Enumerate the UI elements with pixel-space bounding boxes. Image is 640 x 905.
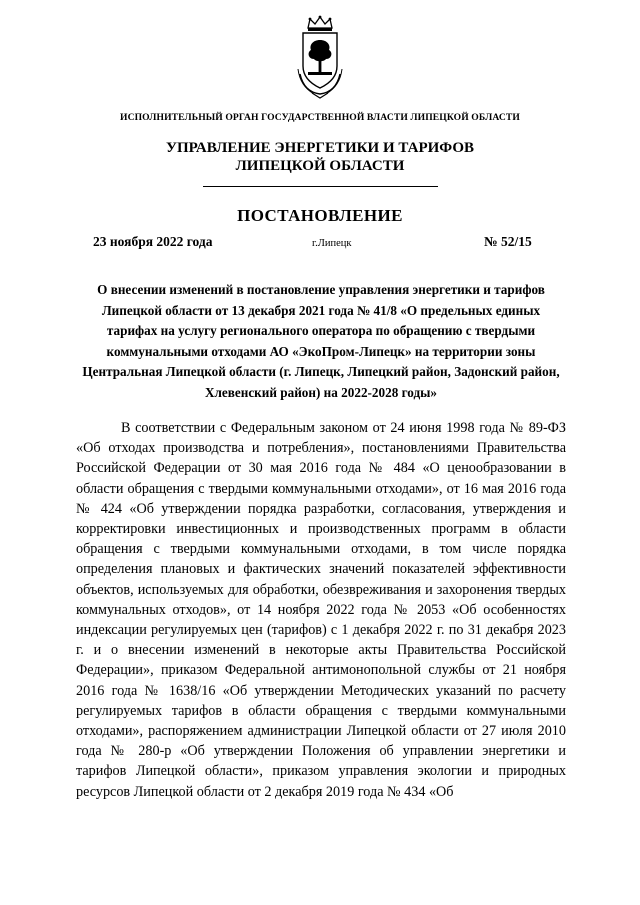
document-type: ПОСТАНОВЛЕНИЕ: [237, 206, 403, 225]
department-line-2: ЛИПЕЦКОЙ ОБЛАСТИ: [235, 158, 405, 174]
document-body: В соответствии с Федеральным законом от 24 июня 1998 года № 89-ФЗ «Об отходах производства и потребления», постановлениями Правительства Российской Федерации от 30 мая 2016 года № 484 «О ценообразовании в области обращения с твердыми коммунальными отходами», от 16 мая 2016 года № 424 «Об утверждении порядка разработки, согласования, утверждения и корректировки инвестиционных и производственных программ в области обращения с твердыми коммунальными отходами, в том числе порядка определения плановых и фактических значений показателей эффективности объектов, используемых для обработки, обезвреживания и захоронения твердых коммунальных отходов», от 14 ноября 2022 года № 2053 «Об особенностях индексации регулируемых цен (тарифов) с 1 декабря 2022 г. по 31 декабря 2023 г. и о внесении изменений в некоторые акты Правительства Российской Федерации», приказом Федеральной антимонопольной службы от 21 ноября 2016 года № 1638/16 «Об утверждении Методических указаний по расчету регулируемых тарифов в области обращения с твердыми коммунальными отходами», распоряжением администрации Липецкой области от 27 июля 2010 года № 280-р «Об утверждении Положения об управлении энергетики и тарифов Липецкой области», приказом управления экологии и природных ресурсов Липецкой области от 2 декабря 2019 года № 434 «Об: [76, 420, 566, 800]
coat-of-arms-icon: [294, 14, 346, 100]
department-line-1: УПРАВЛЕНИЕ ЭНЕРГЕТИКИ И ТАРИФОВ: [165, 140, 475, 156]
document-city: г.Липецк: [312, 238, 352, 249]
document-subject: О внесении изменений в постановление управления энергетики и тарифов Липецкой области от 13 декабря 2021 года № 41/8 «О предельных единых тарифах на услугу регионального оператора по обращению с твердыми коммунальными отходами АО «ЭкоПром-Липецк» на территории зоны Центральная Липецкой области (г. Липецк, Липецкий район, Задонский район, Хлевенский район) на 2022-2028 годы»: [82, 282, 560, 400]
document-number: № 52/15: [484, 234, 532, 249]
organization-name: ИСПОЛНИТЕЛЬНЫЙ ОРГАН ГОСУДАРСТВЕННОЙ ВЛАСТИ ЛИПЕЦКОЙ ОБЛАСТИ: [120, 112, 520, 123]
department-name: [0, 139, 640, 175]
document-date: 23 ноября 2022 года: [93, 234, 213, 249]
header-divider: [203, 186, 438, 187]
